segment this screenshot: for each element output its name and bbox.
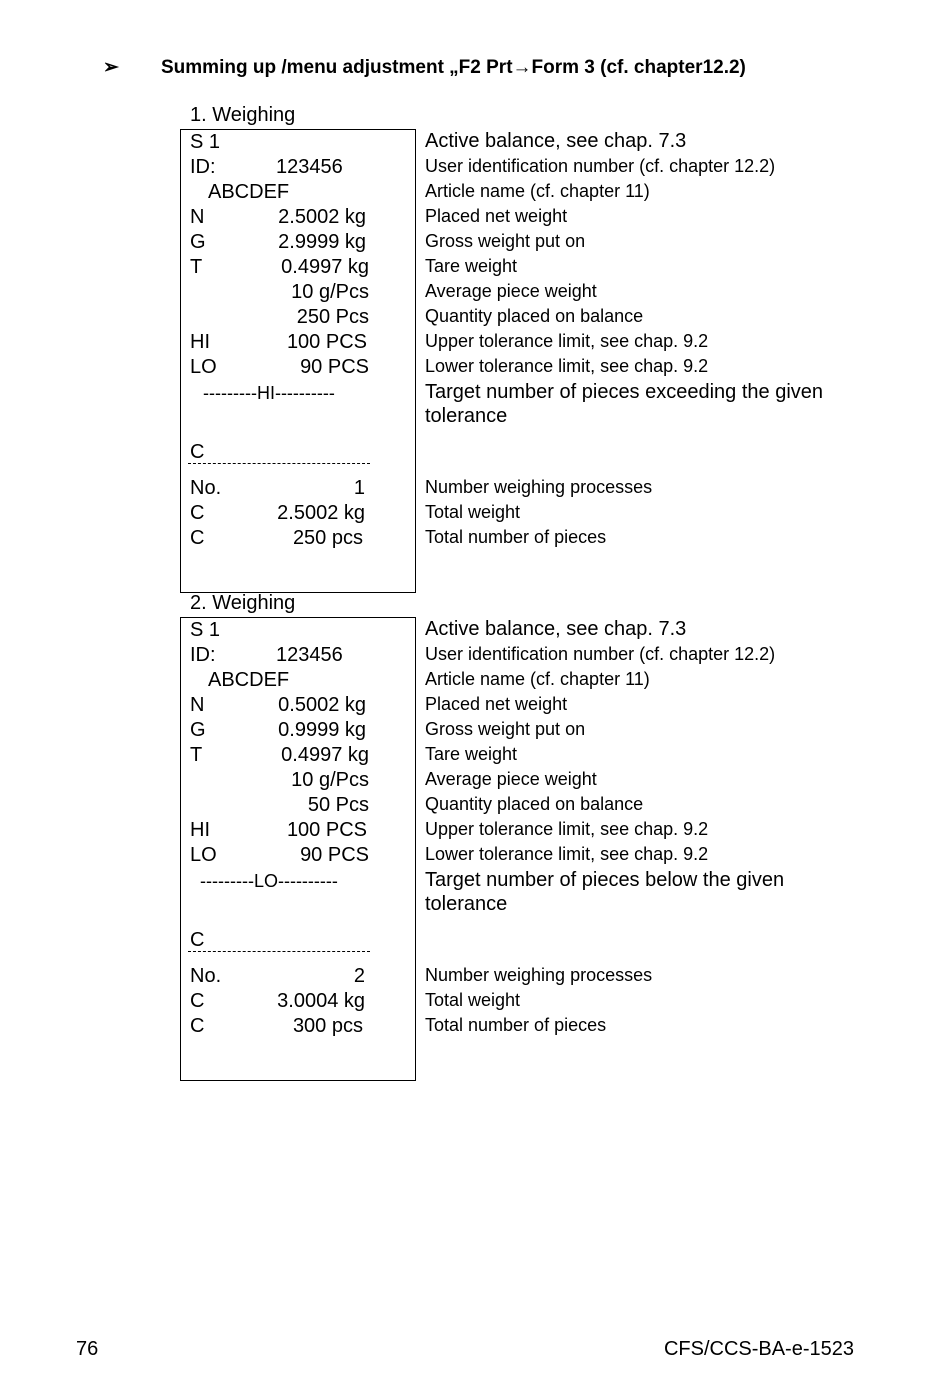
section-title: 1. Weighing [190,104,296,126]
no-label: No. [190,477,222,499]
quantity-value: 50 Pcs [307,794,369,816]
net-value: 0.5002 kg [278,694,366,716]
id-label: ID: [190,644,216,666]
desc-net: Placed net weight [425,694,568,714]
balance-label: S 1 [190,619,221,641]
hi-value: 100 PCS [286,819,367,841]
printout-box [180,129,416,593]
c-header: C [190,441,205,463]
desc-lo: Lower tolerance limit, see chap. 9.2 [425,844,709,864]
desc-quantity: Quantity placed on balance [425,306,644,326]
lo-value: 90 PCS [300,844,369,866]
desc-no: Number weighing processes [425,477,653,497]
dashed-divider [188,463,370,464]
total-weight-value: 2.5002 kg [277,502,365,524]
total-weight-label: C [190,990,205,1012]
lo-value: 90 PCS [300,356,369,378]
quantity-value: 250 Pcs [296,306,369,328]
heading-text: Summing up /menu adjustment „F2 Prt→Form 3 (cf. chapter12.2) [161,57,746,78]
dashed-divider [188,951,370,952]
total-weight-label: C [190,502,205,524]
desc-gross: Gross weight put on [425,231,586,251]
desc-id: User identification number (cf. chapter 12.2) [425,644,776,664]
hi-value: 100 PCS [286,331,367,353]
desc-lo: Lower tolerance limit, see chap. 9.2 [425,356,709,376]
desc-no: Number weighing processes [425,965,653,985]
desc-id: User identification number (cf. chapter 12.2) [425,156,776,176]
net-label: N [190,206,205,228]
no-value: 1 [353,477,365,499]
total-pcs-value: 300 pcs [292,1015,363,1037]
desc-quantity: Quantity placed on balance [425,794,644,814]
c-header: C [190,929,205,951]
tare-value: 0.4997 kg [281,744,369,766]
desc-balance: Active balance, see chap. 7.3 [425,618,687,640]
desc-avg-piece: Average piece weight [425,281,597,301]
tare-label: T [190,744,203,766]
desc-balance: Active balance, see chap. 7.3 [425,130,687,152]
weighing-section-2 [180,592,880,1095]
net-label: N [190,694,205,716]
hi-label: HI [190,819,210,841]
id-label: ID: [190,156,216,178]
desc-article: Article name (cf. chapter 11) [425,181,650,201]
article-name: ABCDEF [208,669,290,691]
gross-value: 0.9999 kg [278,719,366,741]
desc-net: Placed net weight [425,206,568,226]
arrow-bullet-icon: ➢ [103,57,119,78]
no-label: No. [190,965,222,987]
desc-marker: Target number of pieces below the given tolerance [425,869,785,915]
desc-total-weight: Total weight [425,502,521,522]
lo-label: LO [190,844,217,866]
total-pcs-label: C [190,1015,205,1037]
net-value: 2.5002 kg [278,206,366,228]
gross-label: G [190,719,206,741]
gross-label: G [190,231,206,253]
total-pcs-label: C [190,527,205,549]
desc-gross: Gross weight put on [425,719,586,739]
no-value: 2 [353,965,365,987]
desc-avg-piece: Average piece weight [425,769,597,789]
tolerance-marker: ---------HI---------- [203,383,335,403]
total-weight-value: 3.0004 kg [277,990,365,1012]
desc-total-pcs: Total number of pieces [425,527,607,547]
gross-value: 2.9999 kg [278,231,366,253]
document-id: CFS/CCS-BA-e-1523 [663,1338,854,1360]
desc-hi: Upper tolerance limit, see chap. 9.2 [425,331,709,351]
id-value: 123456 [276,156,343,178]
desc-hi: Upper tolerance limit, see chap. 9.2 [425,819,709,839]
desc-total-pcs: Total number of pieces [425,1015,607,1035]
id-value: 123456 [276,644,343,666]
lo-label: LO [190,356,217,378]
balance-label: S 1 [190,131,221,153]
page-number: 76 [76,1338,99,1360]
desc-total-weight: Total weight [425,990,521,1010]
desc-article: Article name (cf. chapter 11) [425,669,650,689]
printout-box [180,617,416,1081]
hi-label: HI [190,331,210,353]
total-pcs-value: 250 pcs [292,527,363,549]
tare-value: 0.4997 kg [281,256,369,278]
desc-tare: Tare weight [425,744,518,764]
article-name: ABCDEF [208,181,290,203]
desc-marker: Target number of pieces exceeding the given tolerance [425,381,824,427]
section-heading [103,56,746,79]
tolerance-marker: ---------LO---------- [200,871,338,891]
tare-label: T [190,256,203,278]
desc-tare: Tare weight [425,256,518,276]
weighing-section-1 [180,104,880,607]
section-title: 2. Weighing [190,592,296,614]
avg-piece-value: 10 g/Pcs [291,769,369,791]
avg-piece-value: 10 g/Pcs [291,281,369,303]
